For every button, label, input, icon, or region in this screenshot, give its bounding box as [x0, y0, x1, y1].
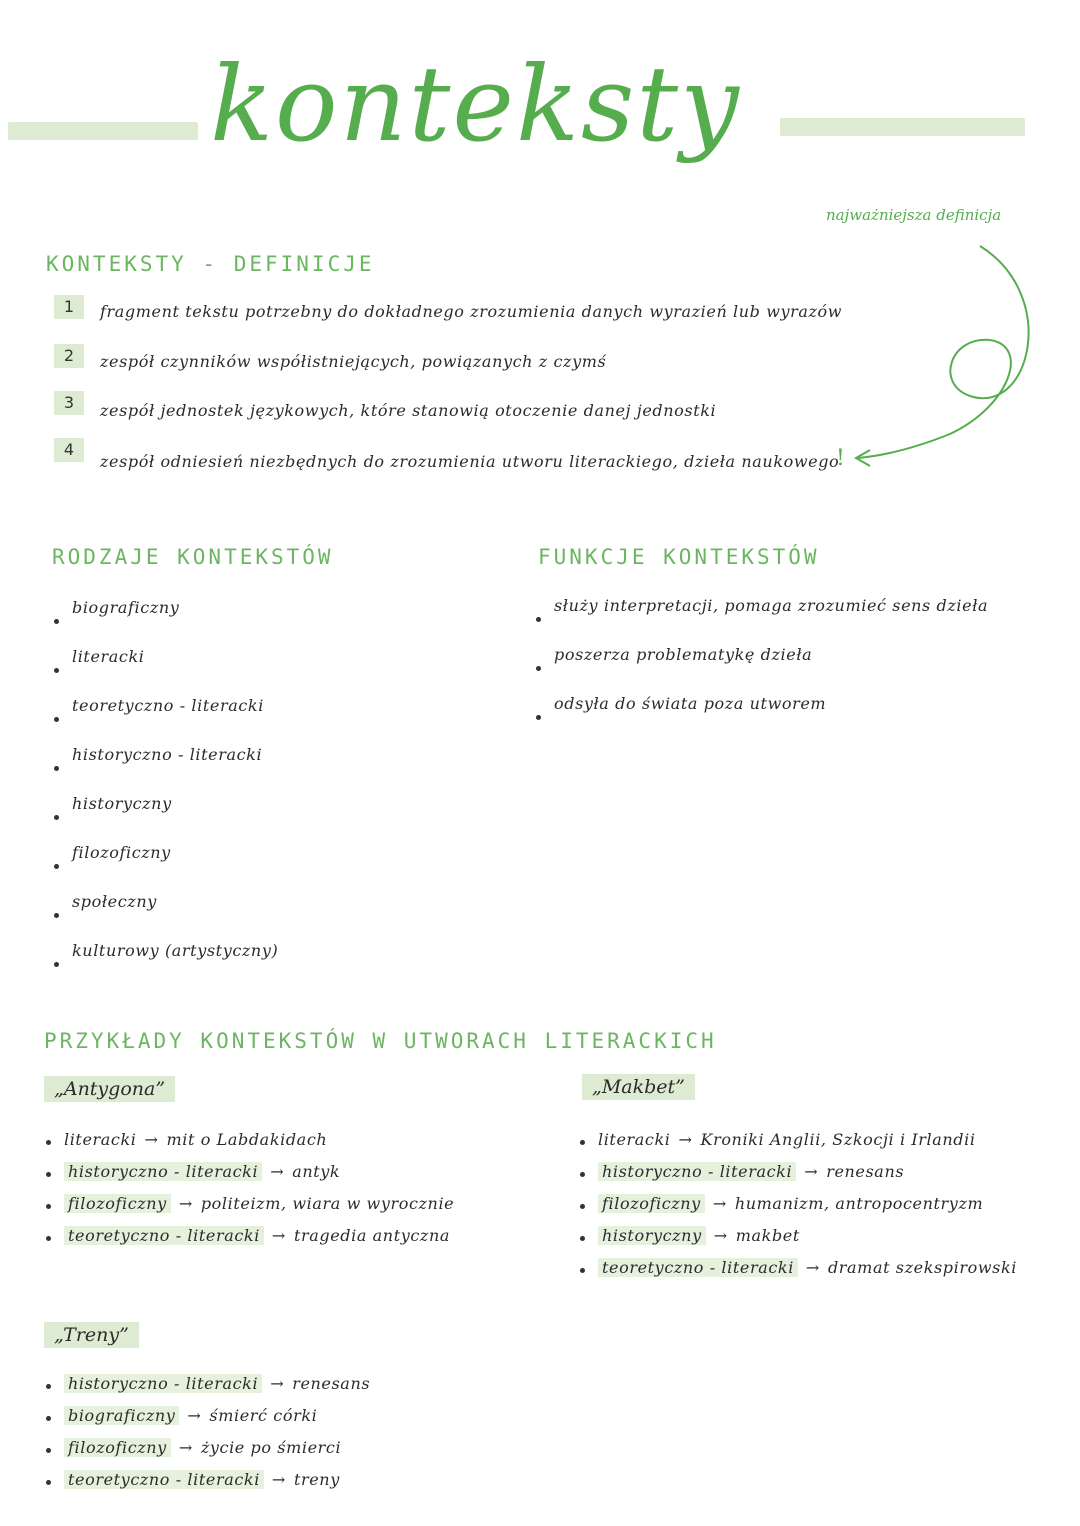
page-title: konteksty [210, 43, 741, 165]
context-type: filozoficzny [64, 1194, 171, 1213]
examples-heading: PRZYKŁADY KONTEKSTÓW W UTWORACH LITERACKICH [44, 1029, 717, 1053]
work-title-makbet: „Makbet” [582, 1074, 695, 1100]
context-value: życie po śmierci [200, 1438, 342, 1457]
list-item: służy interpretacji, pomaga zrozumieć sens dzieła [534, 594, 988, 643]
list-item [44, 1434, 370, 1466]
arrow-icon: → [178, 1194, 193, 1213]
functions-list [534, 594, 988, 741]
definition-text: fragment tekstu potrzebny do dokładnego zrozumienia danych wyrazień lub wyrazów [100, 302, 843, 321]
context-type: literacki [64, 1130, 137, 1149]
list-item [578, 1126, 1017, 1158]
title-bar-left [8, 122, 198, 140]
work-title-antygona: „Antygona” [44, 1076, 175, 1102]
list-item [44, 1158, 454, 1190]
arrow-icon: → [178, 1438, 193, 1457]
arrow-icon: → [712, 1194, 727, 1213]
context-value: renesans [292, 1374, 371, 1393]
list-item: społeczny [52, 890, 278, 939]
context-type: historyczno - literacki [64, 1162, 262, 1181]
context-type: filozoficzny [64, 1438, 171, 1457]
functions-heading: FUNKCJE KONTEKSTÓW [538, 545, 820, 569]
arrow-icon: → [804, 1162, 819, 1181]
list-item: literacki [52, 645, 278, 694]
list-item: teoretyczno - literacki [52, 694, 278, 743]
list-item [578, 1254, 1017, 1286]
arrow-icon: → [805, 1258, 820, 1277]
context-type: filozoficzny [598, 1194, 705, 1213]
context-type: teoretyczno - literacki [598, 1258, 798, 1277]
types-list [52, 596, 278, 988]
definition-text: zespół czynników współistniejących, powiązanych z czymś [100, 352, 607, 371]
context-type: historyczno - literacki [64, 1374, 262, 1393]
list-item: historyczno - literacki [52, 743, 278, 792]
types-heading: RODZAJE KONTEKSTÓW [52, 545, 334, 569]
context-value: dramat szekspirowski [827, 1258, 1017, 1277]
definition-text: zespół jednostek językowych, które stanowią otoczenie danej jednostki [100, 401, 717, 420]
arrow-icon: → [187, 1406, 202, 1425]
curly-arrow-icon [840, 236, 1040, 472]
arrow-icon: → [678, 1130, 693, 1149]
context-type: biograficzny [64, 1406, 179, 1425]
arrow-icon: → [144, 1130, 159, 1149]
arrow-icon: → [270, 1374, 285, 1393]
list-item [44, 1222, 454, 1254]
list-item [578, 1190, 1017, 1222]
definition-number: 2 [54, 344, 84, 368]
definition-number: 4 [54, 438, 84, 462]
definition-number: 1 [54, 295, 84, 319]
arrow-icon: → [713, 1226, 728, 1245]
context-value: politeizm, wiara w wyrocznie [200, 1194, 455, 1213]
list-item [578, 1158, 1017, 1190]
list-item [44, 1466, 370, 1498]
context-type: historyczny [598, 1226, 706, 1245]
context-value: Kroniki Anglii, Szkocji i Irlandii [700, 1130, 976, 1149]
list-item: kulturowy (artystyczny) [52, 939, 278, 988]
list-item: biograficzny [52, 596, 278, 645]
arrow-icon: → [270, 1162, 285, 1181]
context-type: teoretyczno - literacki [64, 1226, 264, 1245]
context-type: historyczno - literacki [598, 1162, 796, 1181]
list-item: filozoficzny [52, 841, 278, 890]
antygona-list [44, 1126, 454, 1254]
makbet-list [578, 1126, 1017, 1286]
definition-text: zespół odniesień niezbędnych do zrozumienia utworu literackiego, dzieła naukowego [100, 452, 840, 471]
context-value: mit o Labdakidach [166, 1130, 328, 1149]
list-item [578, 1222, 1017, 1254]
context-value: makbet [735, 1226, 800, 1245]
context-type: teoretyczno - literacki [64, 1470, 264, 1489]
arrow-icon: → [271, 1470, 286, 1489]
context-value: renesans [826, 1162, 905, 1181]
context-type: literacki [598, 1130, 671, 1149]
list-item: poszerza problematykę dzieła [534, 643, 988, 692]
important-note: najważniejsza definicja [826, 206, 1002, 224]
context-value: śmierć córki [209, 1406, 318, 1425]
context-value: treny [293, 1470, 340, 1489]
arrow-icon: → [271, 1226, 286, 1245]
list-item: historyczny [52, 792, 278, 841]
definition-number: 3 [54, 391, 84, 415]
treny-list [44, 1370, 370, 1498]
list-item [44, 1402, 370, 1434]
list-item [44, 1126, 454, 1158]
exclamation-mark: ! [836, 446, 845, 471]
work-title-treny: „Treny” [44, 1322, 139, 1348]
definitions-heading: KONTEKSTY - DEFINICJE [46, 252, 375, 276]
title-bar-right [780, 118, 1025, 136]
list-item [44, 1190, 454, 1222]
list-item: odsyła do świata poza utworem [534, 692, 988, 741]
context-value: antyk [292, 1162, 341, 1181]
context-value: humanizm, antropocentryzm [734, 1194, 984, 1213]
context-value: tragedia antyczna [293, 1226, 450, 1245]
list-item [44, 1370, 370, 1402]
